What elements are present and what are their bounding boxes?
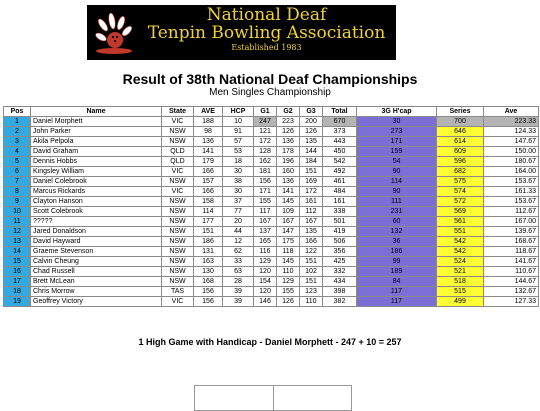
table-cell: 151 [300,167,323,177]
table-cell: 572 [437,197,484,207]
column-header: State [162,107,194,117]
table-cell: 492 [323,167,357,177]
table-row [4,157,539,167]
table-cell: 14 [4,247,31,257]
table-cell: 175 [277,237,300,247]
table-row [4,227,539,237]
table-cell: 57 [223,137,254,147]
table-cell: QLD [162,157,194,167]
table-cell: 121 [254,127,277,137]
table-cell: 9 [4,197,31,207]
table-cell: 112.67 [484,207,539,217]
table-cell: 38 [223,177,254,187]
table-cell: 141 [277,187,300,197]
table-cell: 110 [277,267,300,277]
table-cell: 551 [437,227,484,237]
column-header: G2 [277,107,300,117]
table-cell: 39 [223,287,254,297]
table-cell: 11 [4,217,31,227]
column-header: HCP [223,107,254,117]
table-cell: 154 [254,277,277,287]
table-cell: 4 [4,147,31,157]
table-cell: 118 [277,247,300,257]
table-cell: 166 [300,237,323,247]
results-body [4,117,539,307]
table-cell: 20 [223,217,254,227]
table-cell: 188 [194,117,223,127]
table-cell: 184 [300,157,323,167]
table-cell: 144.67 [484,277,539,287]
table-cell: 518 [437,277,484,287]
table-cell: 542 [437,237,484,247]
page-title: Result of 38th National Deaf Championships [122,71,418,87]
table-cell: 12 [4,227,31,237]
header-row [4,107,539,117]
table-cell: 200 [300,117,323,127]
table-cell: 136 [194,137,223,147]
column-header: Pos [4,107,31,117]
table-cell: 60 [357,217,437,227]
table-cell: 443 [323,137,357,147]
banner-established: Established 1983 [231,43,302,52]
table-cell: Chad Russell [31,267,162,277]
table-row [4,117,539,127]
high-game-note: 1 High Game with Handicap - Daniel Morphett - 247 + 10 = 257 [138,337,402,347]
table-cell: Daniel Morphett [31,117,162,127]
column-header: Series [437,107,484,117]
table-cell: 231 [357,207,437,217]
nadtba-banner [87,5,396,60]
table-cell: 30 [223,167,254,177]
table-row [4,277,539,287]
table-cell: 166 [194,187,223,197]
table-cell: 117 [357,297,437,307]
table-cell: 33 [223,257,254,267]
table-cell: 135 [300,227,323,237]
table-cell: Chris Morrow [31,287,162,297]
table-cell: John Parker [31,127,162,137]
table-row [4,177,539,187]
table-cell: Graeme Stevenson [31,247,162,257]
table-cell: 151 [300,257,323,267]
table-cell: 109 [277,207,300,217]
table-cell: 171 [357,137,437,147]
table-cell: 114 [357,177,437,187]
table-cell: 162 [254,157,277,167]
table-cell: 167.00 [484,217,539,227]
table-cell: Dennis Hobbs [31,157,162,167]
banner-line-1: National Deaf [206,5,327,25]
table-cell: 165 [254,237,277,247]
table-cell: 136 [277,177,300,187]
table-cell: 186 [194,237,223,247]
table-cell: 54 [357,157,437,167]
table-cell: 161 [323,197,357,207]
table-cell: NSW [162,197,194,207]
table-cell: 189 [357,267,437,277]
table-cell: 118.67 [484,247,539,257]
table-cell: 126 [300,127,323,137]
table-cell: NSW [162,257,194,267]
table-cell: 179 [194,157,223,167]
table-cell: NSW [162,267,194,277]
table-cell: 141.67 [484,257,539,267]
table-cell: 15 [4,257,31,267]
table-cell: 168.67 [484,237,539,247]
column-header: G1 [254,107,277,117]
table-cell: 223 [277,117,300,127]
table-cell: 461 [323,177,357,187]
table-cell: 126 [277,297,300,307]
table-cell: 180.67 [484,157,539,167]
table-cell: 12 [223,237,254,247]
table-cell: 177 [194,217,223,227]
table-cell: 112 [300,207,323,217]
table-cell: Kingsley William [31,167,162,177]
table-cell: VIC [162,187,194,197]
table-cell: 7 [4,177,31,187]
table-cell: 30 [357,117,437,127]
empty-boxes [194,385,352,411]
table-row [4,287,539,297]
table-cell: 700 [437,117,484,127]
table-cell: 178 [277,147,300,157]
table-cell: 223.33 [484,117,539,127]
table-cell: 506 [323,237,357,247]
table-cell: 116 [254,247,277,257]
table-cell: NSW [162,247,194,257]
table-cell: 30 [223,187,254,197]
table-cell: 144 [300,147,323,157]
table-cell: 158 [194,197,223,207]
table-cell: 609 [437,147,484,157]
table-cell: 575 [437,177,484,187]
table-cell: 524 [437,257,484,267]
results-table [3,106,539,307]
table-cell: 120 [254,287,277,297]
table-cell: 28 [223,277,254,287]
table-cell: NSW [162,237,194,247]
table-cell: 99 [357,257,437,267]
bowling-pins-icon [93,11,135,55]
table-cell: 136 [277,137,300,147]
table-cell: 542 [437,247,484,257]
table-cell: 8 [4,187,31,197]
table-cell: Akila Pelpola [31,137,162,147]
table-cell: 17 [4,277,31,287]
table-cell: 155 [277,287,300,297]
table-cell: NSW [162,207,194,217]
table-cell: 157 [194,177,223,187]
table-cell: Brett McLean [31,277,162,287]
table-cell: 128 [254,147,277,157]
table-row [4,297,539,307]
table-cell: 117 [357,287,437,297]
table-cell: 126 [277,127,300,137]
table-cell: 147.67 [484,137,539,147]
table-cell: Geoffrey Victory [31,297,162,307]
table-cell: 273 [357,127,437,137]
column-header: Total [323,107,357,117]
table-row [4,237,539,247]
table-cell: VIC [162,117,194,127]
table-cell: 521 [437,267,484,277]
table-cell: 186 [357,247,437,257]
table-cell: 164.00 [484,167,539,177]
table-cell: 169 [300,177,323,187]
table-cell: 171 [254,187,277,197]
table-cell: 91 [223,127,254,137]
table-cell: David Hayward [31,237,162,247]
table-cell: 161.33 [484,187,539,197]
table-cell: 98 [194,127,223,137]
table-cell: 338 [323,207,357,217]
table-cell: 160 [277,167,300,177]
table-cell: 13 [4,237,31,247]
table-cell: 53 [223,147,254,157]
table-cell: 161 [300,197,323,207]
table-cell: 18 [223,157,254,167]
results-header [4,107,539,117]
table-cell: NSW [162,137,194,147]
table-cell: NSW [162,227,194,237]
table-cell: 373 [323,127,357,137]
table-row [4,207,539,217]
table-cell: 181 [254,167,277,177]
table-cell: 569 [437,207,484,217]
column-header: Ave [484,107,539,117]
table-cell: 168 [194,277,223,287]
table-row [4,197,539,207]
table-cell: 356 [323,247,357,257]
table-cell: 574 [437,187,484,197]
table-cell: 156 [194,297,223,307]
table-cell: 156 [254,177,277,187]
table-row [4,127,539,137]
table-cell: 102 [300,267,323,277]
table-cell: 155 [254,197,277,207]
table-cell: 131 [194,247,223,257]
table-cell: Jared Donaldson [31,227,162,237]
table-cell: 172 [254,137,277,147]
table-row [4,137,539,147]
table-cell: 425 [323,257,357,267]
table-cell: 670 [323,117,357,127]
table-cell: 10 [4,207,31,217]
table-cell: David Graham [31,147,162,157]
table-cell: 19 [4,297,31,307]
table-cell: 166 [194,167,223,177]
table-cell: 77 [223,207,254,217]
table-cell: 5 [4,157,31,167]
table-cell: 16 [4,267,31,277]
table-cell: 332 [323,267,357,277]
page-subtitle: Men Singles Championship [209,87,331,98]
table-cell: 10 [223,117,254,127]
table-cell: 398 [323,287,357,297]
table-cell: 163 [194,257,223,267]
table-cell: QLD [162,147,194,157]
table-cell: 561 [437,217,484,227]
table-cell: 646 [437,127,484,137]
table-cell: 39 [223,297,254,307]
table-cell: 62 [223,247,254,257]
table-cell: 123 [300,287,323,297]
table-cell: 36 [357,237,437,247]
column-header: 3G H'cap [357,107,437,117]
table-cell: 3 [4,137,31,147]
table-cell: NSW [162,217,194,227]
banner-heading [139,7,394,54]
table-cell: 90 [357,187,437,197]
table-cell: 117 [254,207,277,217]
table-row [4,187,539,197]
table-cell: 147 [277,227,300,237]
table-cell: VIC [162,167,194,177]
table-cell: 542 [323,157,357,167]
table-cell: 124.33 [484,127,539,137]
table-cell: 596 [437,157,484,167]
table-cell: 1 [4,117,31,127]
table-cell: 151 [194,227,223,237]
table-cell: 132.67 [484,287,539,297]
table-cell: ????? [31,217,162,227]
table-cell: 18 [4,287,31,297]
table-cell: 153.67 [484,177,539,187]
table-cell: 135 [300,137,323,147]
table-cell: NSW [162,277,194,287]
table-cell: Calvin Cheung [31,257,162,267]
table-cell: 127.33 [484,297,539,307]
table-cell: 84 [357,277,437,287]
table-cell: 247 [254,117,277,127]
table-cell: 137 [254,227,277,237]
table-row [4,257,539,267]
table-row [4,147,539,157]
table-cell: 141 [194,147,223,157]
table-cell: 682 [437,167,484,177]
table-cell: 90 [357,167,437,177]
table-cell: 159 [357,147,437,157]
table-row [4,217,539,227]
table-cell: 153.67 [484,197,539,207]
table-cell: 145 [277,257,300,267]
table-cell: 122 [300,247,323,257]
column-header: Name [31,107,162,117]
table-cell: 6 [4,167,31,177]
table-cell: 167 [300,217,323,227]
table-cell: 37 [223,197,254,207]
column-header: AVE [194,107,223,117]
table-cell: 130 [194,267,223,277]
table-cell: 139.67 [484,227,539,237]
table-cell: 44 [223,227,254,237]
table-cell: 172 [300,187,323,197]
table-cell: 2 [4,127,31,137]
table-cell: 129 [254,257,277,267]
box-divider [273,386,274,410]
table-cell: 499 [437,297,484,307]
table-row [4,167,539,177]
table-cell: 419 [323,227,357,237]
table-cell: Scott Colebrook [31,207,162,217]
table-cell: NSW [162,177,194,187]
table-cell: Clayton Hanson [31,197,162,207]
table-cell: 151 [300,277,323,287]
table-row [4,267,539,277]
table-cell: 614 [437,137,484,147]
table-cell: 382 [323,297,357,307]
table-cell: VIC [162,297,194,307]
table-cell: Daniel Colebrook [31,177,162,187]
table-cell: 110 [300,297,323,307]
table-cell: 132 [357,227,437,237]
column-header: G3 [300,107,323,117]
table-cell: 63 [223,267,254,277]
table-cell: 167 [254,217,277,227]
table-cell: 146 [254,297,277,307]
table-cell: 110.67 [484,267,539,277]
table-cell: 150.00 [484,147,539,157]
table-cell: 484 [323,187,357,197]
table-cell: 515 [437,287,484,297]
table-cell: 167 [277,217,300,227]
table-cell: 111 [357,197,437,207]
table-cell: 196 [277,157,300,167]
table-cell: 156 [194,287,223,297]
table-cell: 450 [323,147,357,157]
table-cell: TAS [162,287,194,297]
table-cell: 114 [194,207,223,217]
table-cell: NSW [162,127,194,137]
table-cell: 145 [277,197,300,207]
table-row [4,247,539,257]
table-cell: 129 [277,277,300,287]
table-cell: Marcus Rickards [31,187,162,197]
table-cell: 501 [323,217,357,227]
table-cell: 434 [323,277,357,287]
banner-line-2: Tenpin Bowling Association [147,23,386,43]
table-cell: 120 [254,267,277,277]
